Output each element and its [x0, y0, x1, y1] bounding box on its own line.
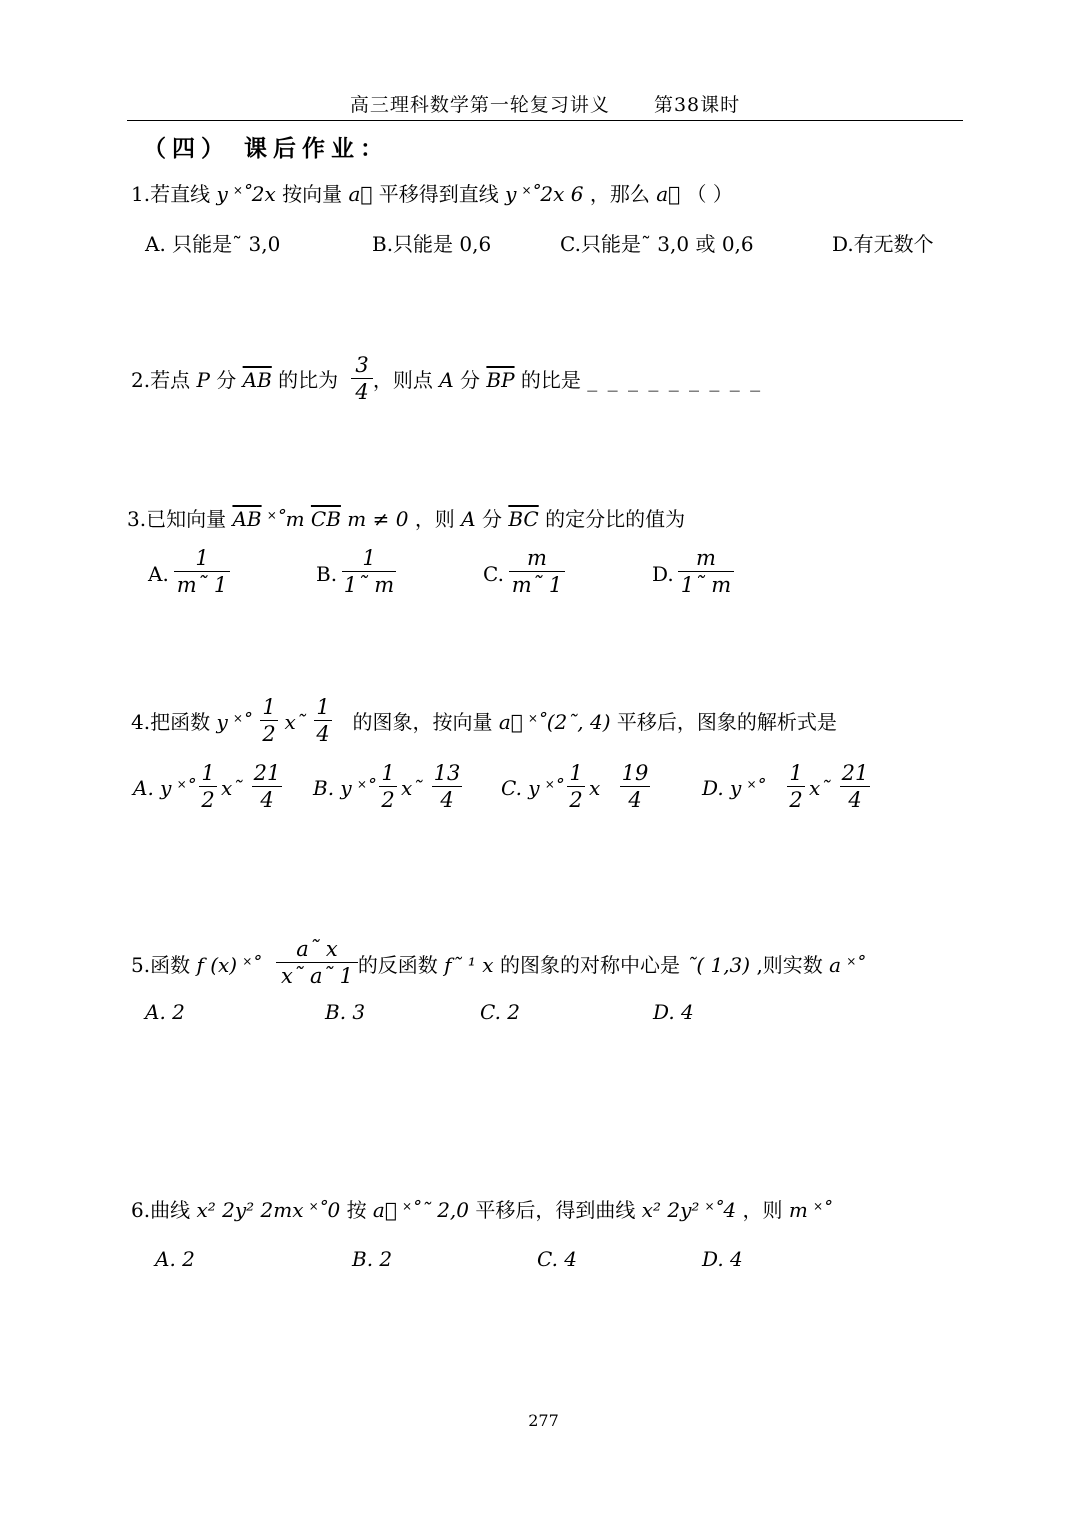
- q2-text-a: 2.若点: [131, 368, 191, 392]
- q4-f1-den: 2: [260, 720, 278, 747]
- q3-option-b-fraction: [342, 545, 396, 598]
- q4-d-frac2: [840, 760, 870, 813]
- q1-paren: （ ）: [686, 182, 733, 206]
- q2-point-a: A: [439, 368, 454, 392]
- q5-option-b: B. 3: [325, 1000, 366, 1024]
- q2-fraction: [351, 352, 373, 405]
- q4-b-f1d: 2: [379, 786, 397, 813]
- question-3-stem: [127, 505, 685, 533]
- q4-b-frac1: [379, 760, 397, 813]
- q4-a-f2n: 21: [253, 761, 281, 785]
- q4-c-f2n: 19: [621, 761, 649, 785]
- q5-function: f (x) ˟˚: [196, 953, 262, 977]
- q4-b-f1n: 1: [381, 761, 395, 785]
- q4-fraction-1: [260, 694, 278, 747]
- q1-text-g: ，那么: [589, 182, 650, 206]
- q4-b-f2d: 4: [432, 786, 462, 813]
- q2-text-c: 分: [216, 368, 237, 392]
- q2-text-f: ，则点: [372, 368, 433, 392]
- q3-vector-bc: $\overline{BC}$: [508, 507, 539, 531]
- q4-option-b-label: B. y ˟˚: [313, 776, 376, 800]
- q1-equation-1: y ˟˚2x: [216, 182, 276, 206]
- header-title: 高三理科数学第一轮复习讲义: [349, 94, 610, 116]
- q3-point-a: A: [461, 507, 476, 531]
- q3-d-num: m: [696, 546, 716, 570]
- q5-text-g: ,则实数: [756, 953, 823, 977]
- q4-c-x: x: [589, 776, 601, 800]
- q1-option-c: C.只能是˜ 3,0 或 0,6: [560, 232, 754, 256]
- q3-a-num: 1: [195, 546, 209, 570]
- q1-vector-a-2: a⃗: [656, 182, 681, 206]
- q3-text-h: 分: [481, 507, 502, 531]
- q2-text-e: 的比为: [278, 368, 339, 392]
- q6-option-d: D. 4: [702, 1247, 743, 1271]
- q3-text-a: 3.已知向量: [127, 507, 227, 531]
- question-1-stem: [131, 180, 733, 208]
- q2-vector-ab: $\overline{AB}$: [242, 368, 272, 392]
- q1-equation-2: y ˟˚2x 6: [505, 182, 584, 206]
- q6-text-g: ，则: [742, 1198, 783, 1222]
- q3-option-b-label: B.: [316, 562, 338, 586]
- q2-answer-blank: _ _ _ _ _ _ _ _ _: [587, 368, 763, 392]
- q3-b-den: 1˜ m: [343, 573, 395, 597]
- q3-option-c-fraction: [509, 545, 565, 598]
- q5-option-d: D. 4: [653, 1000, 694, 1024]
- question-6-stem: [131, 1196, 832, 1224]
- q4-f1-num: 1: [262, 695, 276, 719]
- q3-d-den: 1˜ m: [678, 571, 734, 598]
- q3-b-num: 1: [362, 546, 376, 570]
- q4-b-x: x˜: [401, 776, 423, 800]
- q5-a-equals: a ˟˚: [829, 953, 866, 977]
- q3-equals-m: ˟˚m: [267, 507, 305, 531]
- q3-option-a-fraction: [174, 545, 230, 598]
- q4-d-f1d: 2: [787, 786, 805, 813]
- q6-vector: a⃗ ˟˚˜ 2,0: [372, 1198, 470, 1222]
- q4-a-frac2: [252, 760, 282, 813]
- q5-text-c: 的反函数: [357, 953, 438, 977]
- q3-condition: m ≠ 0: [347, 507, 409, 531]
- q4-option-d-label: D. y ˟˚: [702, 776, 766, 800]
- q4-c-frac1: [567, 760, 585, 813]
- q3-vector-ab: $\overline{AB}$: [232, 507, 262, 531]
- q4-a-f2d: 4: [252, 786, 282, 813]
- q6-m-equals: m ˟˚: [788, 1198, 832, 1222]
- q6-option-b: B. 2: [352, 1247, 393, 1271]
- q4-a-frac1: [199, 760, 217, 813]
- q3-text-f: ，则: [414, 507, 455, 531]
- q4-c-f2d: 4: [620, 786, 650, 813]
- q4-text-f: 平移后，图象的解析式是: [616, 710, 837, 734]
- q4-x: x˜: [284, 710, 306, 734]
- q4-vector: a⃗ ˟˚(2˜, 4): [498, 710, 611, 734]
- q2-point-p: P: [196, 368, 210, 392]
- header-rule: [127, 120, 963, 121]
- q2-frac-num: 3: [355, 353, 369, 377]
- q2-text-j: 的比是: [520, 368, 581, 392]
- q4-text-d: 的图象，按向量: [352, 710, 493, 734]
- q4-d-frac1: [787, 760, 805, 813]
- q3-a-den: m˜ 1: [174, 571, 230, 598]
- q6-curve-2: x² 2y² ˟˚4: [641, 1198, 737, 1222]
- q4-text-a: 4.把函数: [131, 710, 211, 734]
- q3-c-den: m˜ 1: [509, 571, 565, 598]
- q3-vector-cb: $\overline{CB}$: [310, 507, 341, 531]
- q4-d-f2d: 4: [840, 786, 870, 813]
- q3-option-c-label: C.: [483, 562, 504, 586]
- q1-text-c: 按向量: [282, 182, 343, 206]
- q6-text-e: 平移后，得到曲线: [475, 1198, 636, 1222]
- q4-f2-den: 4: [314, 720, 332, 747]
- q5-text-a: 5.函数: [131, 953, 191, 977]
- q1-option-d: D.有无数个: [832, 232, 934, 256]
- page-number: 277: [528, 1411, 559, 1430]
- section-title: （四） 课后作业：: [143, 136, 390, 162]
- q4-b-f2n: 13: [433, 761, 461, 785]
- q1-text-e: 平移得到直线: [378, 182, 499, 206]
- q1-vector-a: a⃗: [348, 182, 373, 206]
- header-lesson: 第38课时: [653, 94, 741, 116]
- q4-b-frac2: [432, 760, 462, 813]
- q4-a-f1n: 1: [201, 761, 215, 785]
- question-2-stem: [131, 366, 762, 394]
- q4-option-a-label: A. y ˟˚: [133, 776, 196, 800]
- q5-inverse: f˜ ¹ x: [444, 953, 494, 977]
- q4-f2-num: 1: [316, 695, 330, 719]
- q4-fraction-2: [314, 694, 332, 747]
- q3-option-a-label: A.: [148, 562, 169, 586]
- q4-y-equals: y ˟˚: [216, 710, 252, 734]
- q4-c-frac2: [620, 760, 650, 813]
- q2-vector-bp: $\overline{BP}$: [486, 368, 515, 392]
- q4-c-f1d: 2: [567, 786, 585, 813]
- q6-text-a: 6.曲线: [131, 1198, 191, 1222]
- q1-option-a: A. 只能是˜ 3,0: [145, 232, 281, 256]
- q3-text-j: 的定分比的值为: [545, 507, 686, 531]
- q5-fraction: [276, 936, 358, 989]
- q6-option-a: A. 2: [155, 1247, 195, 1271]
- q5-option-c: C. 2: [480, 1000, 521, 1024]
- q6-option-c: C. 4: [537, 1247, 578, 1271]
- question-5-stem: [131, 951, 865, 979]
- q5-center: ˜( 1,3): [686, 953, 751, 977]
- q3-option-d-fraction: [678, 545, 734, 598]
- q1-option-b: B.只能是 0,6: [372, 232, 492, 256]
- q6-text-c: 按: [346, 1198, 367, 1222]
- q6-curve-1: x² 2y² 2mx ˟˚0: [196, 1198, 341, 1222]
- q2-text-h: 分: [460, 368, 481, 392]
- q4-d-x: x˜: [809, 776, 831, 800]
- page-header: [127, 90, 963, 118]
- question-4-stem: [131, 708, 837, 736]
- q4-d-f1n: 1: [789, 761, 803, 785]
- q4-c-f1n: 1: [569, 761, 583, 785]
- q5-option-a: A. 2: [145, 1000, 185, 1024]
- q3-option-d-label: D.: [652, 562, 674, 586]
- q4-option-c-label: C. y ˟˚: [501, 776, 564, 800]
- q2-frac-den: 4: [351, 378, 373, 405]
- q5-frac-den: x˜ a˜ 1: [276, 962, 358, 989]
- q4-a-x: x˜: [221, 776, 243, 800]
- q4-a-f1d: 2: [199, 786, 217, 813]
- q5-text-e: 的图象的对称中心是: [499, 953, 680, 977]
- q1-text-a: 1.若直线: [131, 182, 211, 206]
- q5-frac-num: a˜ x: [296, 937, 338, 961]
- q3-c-num: m: [527, 546, 547, 570]
- q4-d-f2n: 21: [841, 761, 869, 785]
